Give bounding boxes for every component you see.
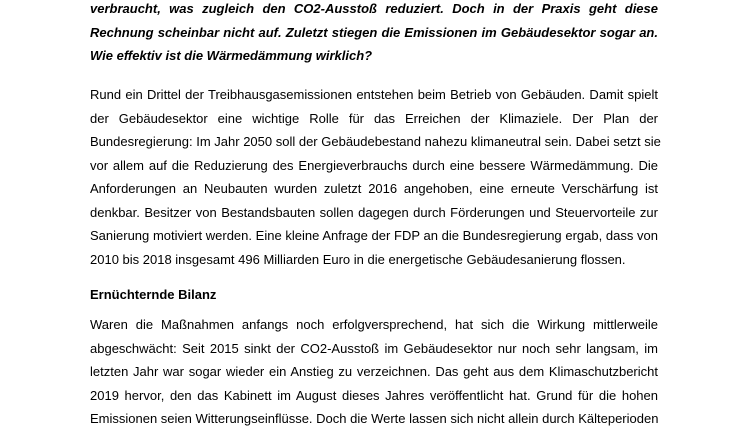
paragraph-line: abgeschwächt: Seit 2015 sinkt der CO2-Ausstoß im Gebäudesektor nur noch sehr langsam, im [90, 340, 658, 356]
body-paragraph-2 [90, 313, 658, 431]
paragraph-line: Waren die Maßnahmen anfangs noch erfolgversprechend, hat sich die Wirkung mittlerweile [90, 317, 658, 332]
paragraph-line: Anforderungen an Neubauten wurden zuletzt 2016 angehoben, eine erneute Verschärfung ist [90, 181, 658, 196]
body-paragraph-1 [90, 83, 661, 271]
paragraph-line: Emissionen seien Witterungseinflüsse. Doch die Werte lassen sich nicht allein durch Kälteperioden [90, 411, 659, 426]
paragraph-line: vor allem auf die Reduzierung des Energieverbrauchs durch eine bessere Wärmedämmung. Die [90, 157, 658, 173]
lead-line: verbraucht, was zugleich den CO2-Ausstoß reduziert. Doch in der Praxis geht diese [90, 1, 658, 16]
paragraph-line: Sanierung motiviert werden. Eine kleine Anfrage der FDP an die Bundesregierung ergab, dass von [90, 228, 658, 243]
paragraph-line: Rund ein Drittel der Treibhausgasemissionen entstehen beim Betrieb von Gebäuden. Damit spielt [90, 87, 658, 102]
paragraph-line: der Gebäudesektor eine wichtige Rolle für das Erreichen der Klimaziele. Der Plan der [90, 110, 658, 126]
paragraph-line: 2010 bis 2018 insgesamt 496 Milliarden Euro in die energetische Gebäudesanierung flossen. [90, 251, 626, 267]
section-heading: Ernüchternde Bilanz [90, 287, 217, 302]
lead-paragraph [90, 0, 658, 68]
paragraph-line: letzten Jahr war sogar wieder ein Anstieg zu verzeichnen. Das geht aus dem Klimaschutzbericht [90, 364, 658, 379]
paragraph-line: 2019 hervor, den das Kabinett im August dieses Jahres veröffentlicht hat. Grund für die hohen [90, 387, 658, 403]
paragraph-line: denkbar. Besitzer von Bestandsbauten sollen dagegen durch Förderungen und Steuervorteile zur [90, 204, 658, 220]
paragraph-line: Bundesregierung: Im Jahr 2050 soll der Gebäudebestand nahezu klimaneutral sein. Dabei setzt sie [90, 134, 661, 149]
lead-line: Wie effektiv ist die Wärmedämmung wirklich? [90, 48, 373, 63]
lead-line: Rechnung scheinbar nicht auf. Zuletzt stiegen die Emissionen im Gebäudesektor sogar an. [90, 24, 658, 40]
